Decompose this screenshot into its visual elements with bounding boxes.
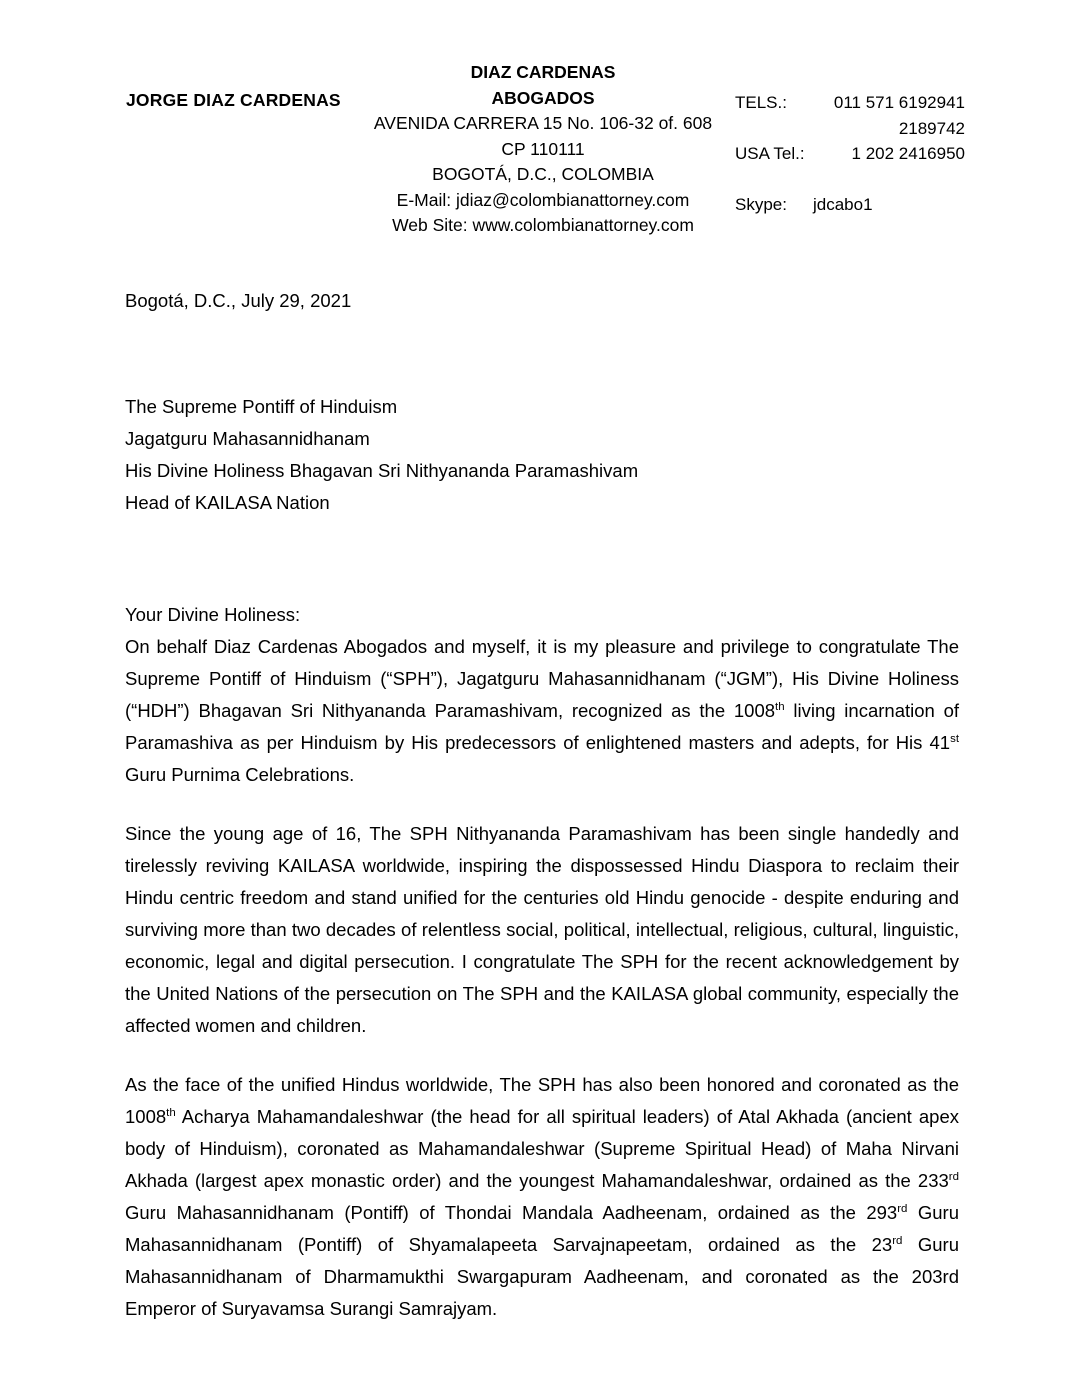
paragraph-1-part-3: Guru Purnima Celebrations. — [125, 764, 355, 785]
letterhead-contact-block — [735, 90, 965, 218]
paragraph-1-ordinal-41st: st — [950, 732, 959, 745]
addressee-line-2: Jagatguru Mahasannidhanam — [125, 428, 370, 449]
paragraph-1-part-1: On behalf Diaz Cardenas Abogados and myself, it is my pleasure and privilege to congratulate The Supreme Pontiff of Hinduism (“SPH”), Jagatguru Mahasannidhanam (“JGM”), His Divine Holiness (“HDH”) Bhagavan Sri Nithyananda Paramashivam, recognized as the 1008 — [125, 636, 959, 721]
letter-date: Bogotá, D.C., July 29, 2021 — [125, 290, 352, 311]
letterhead-postal-code: CP 110111 — [501, 138, 585, 159]
letterhead-firm-line2: ABOGADOS — [491, 87, 595, 108]
paragraph-3-part-5: Guru Mahasannidhanam of Dharmamukthi Swargapuram Aadheenam, and coronated as the 203rd Emperor of Suryavamsa Surangi Samrajyam. — [125, 1234, 959, 1319]
addressee-line-1: The Supreme Pontiff of Hinduism — [125, 396, 398, 417]
letterhead-tels-row-2 — [735, 116, 965, 142]
paragraph-3-part-3: Guru Mahasannidhanam (Pontiff) of Thondai Mandala Aadheenam, ordained as the 293 — [125, 1202, 898, 1223]
letterhead-usa-tel-row — [735, 141, 965, 167]
addressee-line-3: His Divine Holiness Bhagavan Sri Nithyananda Paramashivam — [125, 460, 639, 481]
letterhead-attorney-name: JORGE DIAZ CARDENAS — [126, 90, 341, 110]
paragraph-3-ordinal-293rd: rd — [897, 1202, 908, 1215]
letterhead-skype-row — [735, 192, 965, 218]
paragraph-3-ordinal-233rd: rd — [948, 1170, 959, 1183]
letter-body — [125, 285, 959, 1344]
letterhead — [0, 60, 1080, 240]
letterhead-tels-label: TELS.: — [735, 93, 787, 112]
paragraph-3-ordinal-23rd: rd — [892, 1234, 903, 1247]
body-paragraph-3 — [125, 1069, 959, 1325]
paragraph-3-part-4: Guru Mahasannidhanam (Pontiff) of Shyamalapeeta Sarvajnapeetam, ordained as the 23 — [125, 1202, 959, 1255]
paragraph-1-part-2: living incarnation of Paramashiva as per Hinduism by His predecessors of enlightened masters and adepts, for His 41 — [125, 700, 959, 753]
letterhead-usa-tel-label: USA Tel.: — [735, 144, 805, 163]
letterhead-tels-label-empty — [735, 116, 813, 142]
letterhead-firm-block — [330, 60, 756, 239]
body-paragraph-2: Since the young age of 16, The SPH Nithyananda Paramashivam has been single handedly and tirelessly reviving KAILASA worldwide, inspiring the dispossessed Hindu Diaspora to reclaim their Hindu centric freedom and stand unified for the centuries old Hindu genocide - despite enduring and surviving more than two decades of relentless social, political, intellectual, religious, cultural, linguistic, economic, legal and digital persecution. I congratulate The SPH for the recent acknowledgement by the United Nations of the persecution on The SPH and the KAILASA global community, especially the affected women and children. — [125, 823, 959, 1036]
letterhead-tels-value: 011 571 6192941 — [833, 93, 965, 112]
letterhead-city-country: BOGOTÁ, D.C., COLOMBIA — [432, 164, 654, 184]
letterhead-website: Web Site: www.colombianattorney.com — [392, 215, 694, 235]
paragraph-1-ordinal-1008th: th — [775, 700, 785, 713]
letterhead-tels-value-2: 2189742 — [898, 118, 965, 138]
letterhead-usa-tel-value: 1 202 2416950 — [851, 144, 965, 163]
addressee-block — [125, 391, 959, 519]
letterhead-tels-row — [735, 90, 965, 116]
letterhead-skype-label: Skype: — [735, 195, 787, 214]
letterhead-address: AVENIDA CARRERA 15 No. 106-32 of. 608 — [373, 113, 713, 133]
paragraph-3-ordinal-1008th: th — [166, 1106, 176, 1119]
addressee-line-4: Head of KAILASA Nation — [125, 492, 330, 513]
salutation: Your Divine Holiness: — [125, 604, 301, 625]
body-paragraph-1 — [125, 631, 959, 791]
letterhead-firm-line1: DIAZ CARDENAS — [470, 62, 616, 82]
letterhead-skype-value: jdcabo1 — [813, 195, 873, 214]
paragraph-3-part-2: Acharya Mahamandaleshwar (the head for all spiritual leaders) of Atal Akhada (ancient apex body of Hinduism), coronated as Mahamandaleshwar (Supreme Spiritual Head) of Maha Nirvani Akhada (largest apex monastic order) and the youngest Mahamandaleshwar, ordained as the 233 — [125, 1106, 959, 1191]
paragraph-3-part-1: As the face of the unified Hindus worldwide, The SPH has also been honored and coronated as the 1008 — [125, 1074, 959, 1127]
letterhead-email: E-Mail: jdiaz@colombianattorney.com — [396, 189, 690, 210]
